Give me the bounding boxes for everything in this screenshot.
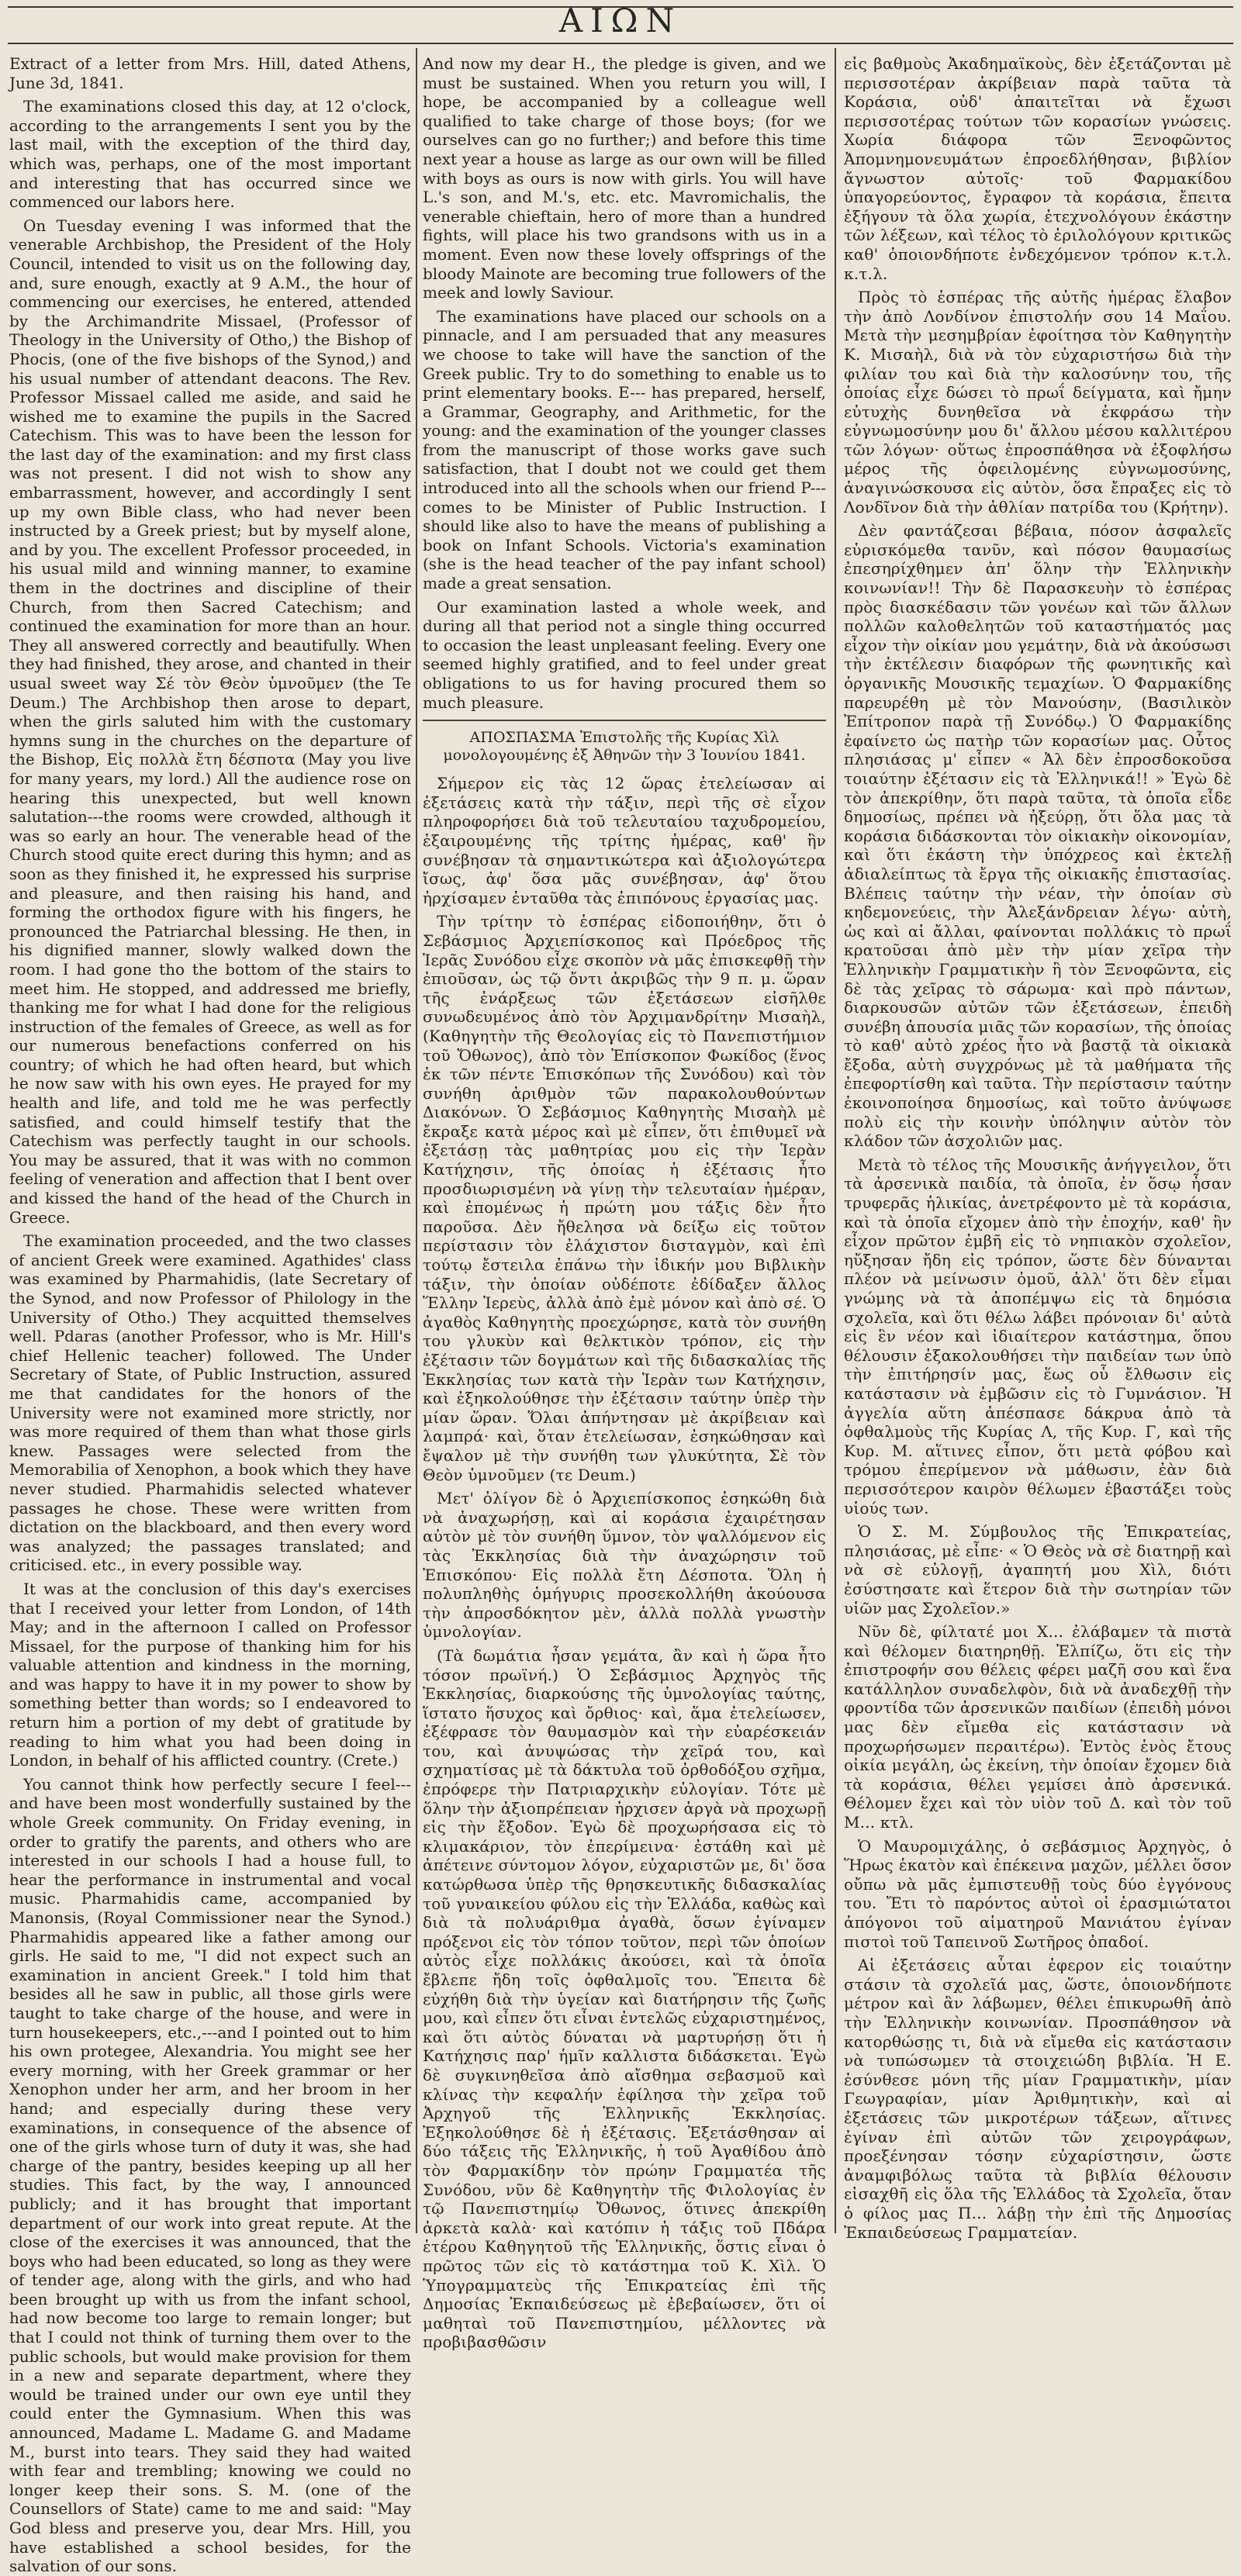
greek-col3-paragraph-5: Ὁ Σ. Μ. Σύμβουλος τῆς Ἐπικρατείας, πλησιάσας, μὲ εἶπε· « Ὁ Θεὸς νὰ σὲ διατηρῇ καὶ νὰ σὲ εὐλογῇ, ἀγαπητή μου Χὶλ, διότι ἐσύστησατε καὶ ἕτερον διὰ τὴν σωτηρίαν τῶν υἱῶν μας Σχολεῖον.» — [844, 1522, 1232, 1618]
greek-col3-paragraph-1: εἰς βαθμοὺς Ἀκαδημαϊκοὺς, δὲν ἐξετάζονται μὲ περισσοτέραν ἀκρίβειαν παρὰ ταῦτα τὰ Κοράσια, οὐδ' ἀπαιτεῖται νὰ ἔχωσι περισσοτέρας τούτων τῶν κορασίων γνώσεις. Χωρία διάφορα τῶν Ξενοφῶντος Ἀπομνημονευμάτων ἐπροεδλήθησαν, βιβλίον ἄγνωστον αὐτοῖς· τοῦ Φαρμακίδου ὑπαγορεύοντος, ἔγραφον τὰ κοράσια, ἔπειτα ἐξήγουν τὰ ὅλα χωρία, ἐτεχνολόγουν ἑκάστην τῶν λέξεων, καὶ τέλος τὸ ἐριλολόγουν κριτικῶς καθ' ὁποιονδήποτε ἐνδεχόμενον τρόπον κ.τ.λ. κ.τ.λ. — [844, 54, 1232, 283]
english-paragraph-1: The examinations closed this day, at 12 o'clock, according to the arrangements I sent you by the last mail, with the exception of the third day, which was, perhaps, one of the most important and interesting that has occurred since we commenced our labors here. — [9, 97, 411, 212]
greek-col3-paragraph-6: Νῦν δὲ, φίλτατέ μοι Χ... ἐλάβαμεν τὰ πιστὰ καὶ θέλομεν διατηρηθῇ. Ἐλπίζω, ὅτι εἰς τὴν ἐπιστροφήν σου θέλεις φέρει μαζῆ σου καὶ ἕνα κατάλληλον συναδελφὸν, διὰ νὰ ἀναδεχθῇ τὴν φροντίδα τῶν ἀρσενικῶν παιδίων (ἐπειδὴ μόνοι μας δὲν εἴμεθα εἰς κατάστασιν νὰ προχωρήσωμεν περαιτέρω). Ἐντὸς ἑνὸς ἔτους οἰκία μεγάλη, ὡς ἐκείνη, τὴν ὁποίαν ἔχομεν διὰ τὰ κοράσια, θέλει γεμίσει ἀπὸ ἀρσενικά. Θέλομεν ἔχει καὶ τὸν υἱὸν τοῦ Δ. καὶ τὸν τοῦ Μ... κτλ. — [844, 1622, 1232, 1832]
english-paragraph-7: The examinations have placed our schools on a pinnacle, and I am persuaded that any measures we choose to take will have the sanction of the Greek public. Try to do something to enable us to print elementary books. E--- has prepared, herself, a Grammar, Geography, and Arithmetic, for the young: and the examination of the younger classes from the manuscript of those works gave such satisfaction, that I doubt not we could get them introduced into all the schools when our friend P---comes to be Minister of Public Instruction. I should like also to have the means of publishing a book on Infant Schools. Victoria's examination (she is the head teacher of the pay infant school) made a great sensation. — [423, 306, 826, 593]
column-middle — [423, 54, 826, 2352]
column-english — [9, 54, 411, 2576]
english-paragraph-8: Our examination lasted a whole week, and during all that period not a single thing occurred to occasion the least unpleasant feeling. Every one seemed highly gratified, and to feel under great obligations to us for having procured them so much pleasure. — [423, 597, 826, 712]
english-paragraph-6: And now my dear H., the pledge is given, and we must be sustained. When you return you will, I hope, be accompanied by a colleague well qualified to take charge of those boys; (for we ourselves can go no further;) and before this time next year a house as large as our own will be filled with boys as ours is now with girls. You will have L.'s son, and M.'s, etc. etc. Mavromichalis, the venerable chieftain, hero of more than a hundred fights, will place his two grandsons with us in a moment. Even now these lovely offsprings of the bloody Mainote are becoming true followers of the meek and lowly Saviour. — [423, 54, 826, 302]
column-divider-2 — [835, 48, 836, 2233]
greek-paragraph-4: (Τὰ δωμάτια ἦσαν γεμάτα, ἂν καὶ ἡ ὥρα ἦτο τόσον πρωϊνή.) Ὁ Σεβάσμιος Ἀρχηγὸς τῆς Ἐκκλησίας, διαρκούσης τῆς ὑμνολογίας ταύτης, ἵστατο ἥσυχος καὶ ὄρθιος· καὶ, ἅμα ἐτελείωσεν, ἐξέφρασε τὸν θαυμασμὸν καὶ τὴν εὐαρέσκειάν του, καὶ ἀνυψώσας τὴν χεῖρά του, καὶ σχηματίσας μὲ τὰ δάκτυλα τοῦ ὀρθοδόξου σχῆμα, ἐπρόφερε τὴν Πατριαρχικὴν εὐλογίαν. Τότε μὲ ὅλην τὴν ἀξιοπρέπειαν ἠρχισεν ἀργὰ νὰ προχωρῇ εἰς τὴν ἔξοδον. Ἐγὼ δὲ προχωρήσασα εἰς τὸ κλιμακάριον, τὸν ἐπερίμεινα· ἐστάθη καὶ μὲ ἀπέτεινε σύντομον λόγον, εὐχαριστῶν με, δι' ὅσα κατώρθωσα ὑπὲρ τῆς θρησκευτικῆς διδασκαλίας τοῦ γυναικείου φύλου εἰς τὴν Ἑλλάδα, καθὼς καὶ διὰ τὰ πολυάριθμα ἀγαθὰ, ὅσων ἐγίναμεν πρόξενοι εἰς τὸν τόπον τοῦτον, περὶ τῶν ὁποίων αὐτὸς εἶχε πολλάκις ἀκούσει, καὶ τὰ ὁποῖα ἔβλεπε ἤδη τοῖς ὀφθαλμοῖς του. Ἔπειτα δὲ εὐχήθη διὰ τὴν ὑγείαν καὶ διατήρησιν τῆς ζωῆς μου, καὶ εἶπεν ὅτι εἶναι ἐντελῶς εὐχαριστημένος, καὶ ὅτι αὐτὸς δύναται νὰ μαρτυρήσῃ ὅτι ἡ Κατήχησις παρ' ἡμῖν καλλιστα διδάσκεται. Ἐγὼ δὲ συγκινηθεῖσα ἀπὸ αἴσθημα σεβασμοῦ καὶ κλίνας τὴν κεφαλήν ἐφίλησα τὴν χεῖρα τοῦ Ἀρχηγοῦ τῆς Ἑλληνικῆς Ἐκκλησίας. Ἐξηκολούθησε δὲ ἡ ἐξέτασις. Ἐξετάσθησαν αἱ δύο τάξεις τῆς Ἑλληνικῆς, ἡ τοῦ Ἀγαθίδου ἀπὸ τὸν Φαρμακίδην τὸν πρώην Γραμματέα τῆς Συνόδου, νῦν δὲ Καθηγητὴν τῆς Φιλολογίας ἐν τῷ Πανεπιστημίῳ Ὄθωνος, ὅτινες ἀπεκρίθη ἀρκετὰ καλὰ· καὶ κατόπιν ἡ τάξις τοῦ Πδάρα ἑτέρου Καθηγητοῦ τῆς Ἑλληνικῆς, ὅστις εἶναι ὁ πρῶτος τῶν εἰς τὸ κατάστημα τοῦ Κ. Χὶλ. Ὁ Ὑπογραμματεὺς τῆς Ἐπικρατείας ἐπὶ τῆς Δημοσίας Ἐκπαιδεύσεως μὲ ἐβεβαίωσεν, ὅτι οἱ μαθηταὶ τοῦ Πανεπιστημίου, μέλλοντες νὰ προβιβασθῶσιν — [423, 1645, 826, 2352]
greek-paragraph-3: Μετ' ὀλίγον δὲ ὁ Ἀρχιεπίσκοπος ἐσηκώθη διὰ νὰ ἀναχωρήσῃ, καὶ αἱ κοράσια ἐχαιρέτησαν αὐτὸν μὲ τὸν συνήθη ὕμνον, τὸν ψαλλόμενον εἰς τὰς Ἐκκλησίας διὰ τὴν ἀναχώρησιν τοῦ Ἐπισκόπου· Εἰς πολλὰ ἔτη Δέσποτα. Ὅλη ἡ πολυπληθὴς ὁμήγυρις προσεκολλήθη ἀκούουσα τὴν ἀπροσδόκητον μὲν, ἀλλὰ πολλὰ γνωστὴν ὑμνολογίαν. — [423, 1489, 826, 1642]
english-article-heading: Extract of a letter from Mrs. Hill, dated Athens, June 3d, 1841. — [9, 54, 411, 92]
greek-col3-paragraph-8: Αἱ ἐξετάσεις αὗται ἐφερον εἰς τοιαύτην στάσιν τὰ σχολεῖά μας, ὥστε, ὁποιονδήποτε μέτρον καὶ ἂν λάβωμεν, θέλει ἐπικυρωθῆ ἀπὸ τὴν Ἑλληνικὴν κοινωνίαν. Προσπάθησον νὰ κατορθώσῃς τι, διὰ νὰ εἴμεθα εἰς κατάστασιν νὰ τυπώσωμεν τὰ στοιχειώδη βιβλία. Ἡ Ε. ἐσύνθεσε μόνη τῆς μίαν Γραμματικὴν, μίαν Γεωγραφίαν, μίαν Ἀριθμητικὴν, καὶ αἱ ἐξετάσεις τῶν μικροτέρων τάξεων, αἵτινες ἐγίναν ἐπὶ αὐτῶν τῶν χειρογράφων, προεξένησαν τόσην εὐχαρίστησιν, ὥστε ἀναμφιβόλως ταῦτα τὰ βιβλία θέλουσιν εἰσαχθῆ εἰς ὅλα τῆς Ἑλλάδος τὰ Σχολεῖα, ὅταν ὁ φίλος μας Π... λάβῃ τὴν ἐπὶ τῆς Δημοσίας Ἐκπαιδεύσεως Γραμματείαν. — [844, 1956, 1232, 2242]
english-paragraph-4: It was at the conclusion of this day's exercises that I received your letter from London, of 14th May; and in the afternoon I called on Professor Missael, for the purpose of thanking him for his valuable attention and kindness in the morning, and was happy to have it in my power to show by something better than words; so I endeavored to return him a portion of my debt of gratitude by reading to him what you had been doing in London, in behalf of his afflicted country. (Crete.) — [9, 1579, 411, 1770]
masthead — [0, 0, 1241, 47]
greek-col3-paragraph-3: Δὲν φαντάζεσαι βέβαια, πόσον ἀσφαλεῖς εὑρισκόμεθα τανῦν, καὶ πόσον θαυμασίως ἐπεσηρίχθημεν ἀπ' ὅλην τὴν Ἑλληνικὴν κοινωνίαν!! Τὴν δὲ Παρασκευὴν τὸ ἑσπέρας πρὸς διασκέδασιν τῶν γονέων καὶ τῶν ἄλλων πολλῶν καλοθελητῶν τοῦ καταστήματός μας εἶχον τὴν οἰκίαν μου γεμάτην, διὰ νὰ ἀκούσωσι τὴν ἐκτέλεσιν διαφόρων τῆς φωνητικῆς καὶ ὀργανικῆς Μουσικῆς τεμαχίων. Ὁ Φαρμακίδης παρευρέθη μὲ τὸν Μανούσην, (Βασιλικὸν Ἐπίτροπον παρὰ τῇ Συνόδῳ.) Ὁ Φαρμακίδης ἐφαίνετο ὡς πατὴρ τῶν κορασίων μας. Οὗτος πλησιάσας μ' εἶπεν « Ἀλ δὲν ἐπροσδοκοῦσα τοιαύτην ἐξέτασιν εἰς τὰ Ἑλληνικά!! » Ἐγὼ δὲ τὸν ἀπεκρίθην, ὅτι παρὰ ταῦτα, τὰ ὁποῖα εἶδε δημοσίως, πρέπει νὰ ἠξεύρῃ, ὅτι ὅλα μας τὰ κοράσια διδάσκονται τὸν οἰκιακὴν οἰκονομίαν, καὶ ὅτι ἑκάστη τὴν ὑπόχρεος καὶ ἐκτελῇ ἀδιαλείπτως τὰ ἔργα τῆς οἰκιακῆς ἐπιστασίας. Βλέπεις ταύτην τὴν νέαν, τὴν ὁποίαν σὺ κηδεμονεύεις, τὴν Ἀλεξάνδρειαν λέγω· αὐτὴ, ὡς καὶ αἱ ἄλλαι, φαίνονται πολλάκις τὸ πρωΐ κρατοῦσαι ἀπὸ μὲν τὴν μίαν χεῖρα τὴν Ἑλληνικὴν Γραμματικὴν ἢ τὸν Ξενοφῶντα, εἰς δὲ τὰς χεῖρας τὸ σάρωμα· καὶ πρὸ πάντων, διαρκουσῶν αὐτῶν τῶν ἐξετάσεων, ἐπειδὴ συνέβη ἀπουσία μιᾶς τῶν κορασίων, τῆς ὁποίας τὸ καθ' αὐτὸ χρέος ἦτο νὰ βαστᾷ τὰ οἰκιακὰ ἔξοδα, αὐτὴ συγχρόνως μὲ τὰ μαθήματα τῆς ἐπεφορτίσθη καὶ ταῦτα. Τὴν περίστασιν ταύτην ἐκοινοποίησα δημοσίως, καὶ τοῦτο ἀνύψωσε πολὺ εἰς τὴν κοινὴν ὑπόληψιν αὐτὸν τὸν κλάδον τῶν ἀσχολιῶν μας. — [844, 521, 1232, 1151]
newspaper-title: ΑΙΩΝ — [558, 2, 683, 40]
greek-col3-paragraph-4: Μετὰ τὸ τέλος τῆς Μουσικῆς ἀνήγγειλον, ὅτι τὰ ἀρσενικὰ παιδία, τὰ ὁποῖα, ἐν ὅσῳ ἦσαν τρυφερᾶς ἡλικίας, ἀνετρέφοντο μὲ τὰ κοράσια, καὶ τὰ ὁποῖα εἴχομεν ἀπὸ τὴν ἐποχήν, καθ' ἣν εἶχον πρῶτον ἐμβῆ εἰς τὸ νηπιακὸν σχολεῖον, ηὔξησαν ἤδη εἰς τρόπον, ὥστε δὲν δύνανται πλέον νὰ μείνωσιν ὁμοῦ, ἀλλ' ὅτι δὲν εἶμαι γνώμης νὰ τὰ ἀποπέμψω εἰς τὰ δημόσια σχολεῖα, καὶ ὅτι θέλω λάβει πρόνοιαν δι' αὐτὰ εἰς ἓν νέον καὶ ἰδιαίτερον κατάστημα, ὅπου θέλουσιν ἐξακολουθήσει τὴν παιδείαν των ὑπὸ τὴν ἐπιτήρησίν μας, ἕως οὗ ἔλθωσιν εἰς κατάστασιν νὰ ἐμβῶσιν εἰς τὸ Γυμνάσιον. Ἡ ἀγγελία αὕτη ἀπέσπασε δάκρυα ἀπὸ τὰ ὀφθαλμοὺς τῆς Κυρίας Λ, τῆς Κυρ. Γ, καὶ τῆς Κυρ. Μ. αἵτινες εἶπον, ὅτι μετὰ φόβου καὶ τρόμου ἐπερίμενον νὰ μάθωσιν, ἐὰν διὰ περισσότερον καιρὸν θέλωμεν ἐβαστάξει τοὺς υἱούς των. — [844, 1155, 1232, 1518]
greek-paragraph-1: Σήμερον εἰς τὰς 12 ὥρας ἐτελείωσαν αἱ ἐξετάσεις κατὰ τὴν τάξιν, περὶ τῆς σὲ εἶχον πληροφορήσει διὰ τοῦ τελευταίου ταχυδρομείου, ἐξαιρουμένης τῆς τρίτης ἡμέρας, καθ' ἣν συνέβησαν τὰ σημαντικώτερα καὶ ἀξιολογώτερα ἴσως, ἀφ' ὅσα μᾶς συνέβησαν, ἀφ' ὅτου ἠρχίσαμεν ἐνταῦθα τὰς ἐπιπόνους ἐργασίας μας. — [423, 774, 826, 907]
greek-paragraph-2: Τὴν τρίτην τὸ ἑσπέρας εἰδοποιήθην, ὅτι ὁ Σεβάσμιος Ἀρχιεπίσκοπος καὶ Πρόεδρος τῆς Ἱερᾶς Συνόδου εἶχε σκοπὸν νὰ μᾶς ἐπισκεφθῇ τὴν ἐπιοῦσαν, ὡς τῷ ὄντι ἀκριβῶς τὴν 9 π. μ. ὥραν τῆς ἐνάρξεως τῶν ἐξετάσεων εἰσῆλθε συνωδευμένος ἀπὸ τὸν Ἀρχιμανδρίτην Μισαὴλ, (Καθηγητὴν τῆς Θεολογίας εἰς τὸ Πανεπιστήμιον τοῦ Ὄθωνος), ἀπὸ τὸν Ἐπίσκοπον Φωκίδος (ἕνος ἐκ τῶν πέντε Ἐπισκόπων τῆς Συνόδου) καὶ τὸν συνήθη ἀριθμὸν τῶν παρακολουθούντων Διακόνων. Ὁ Σεβάσμιος Καθηγητὴς Μισαὴλ μὲ ἔκραξε κατὰ μέρος καὶ μὲ εἶπεν, ὅτι ἐπιθυμεῖ νὰ ἐξετάσῃ τὰς μαθητρίας μου εἰς τὴν Ἱερὰν Κατήχησιν, τῆς ὁποίας ἡ ἐξέτασις ἦτο προσδιωρισμένη νὰ γίνῃ τὴν τελευταίαν ἡμέραν, καὶ ἐπομένως ἡ πρώτη μου τάξις δὲν ἦτο παροῦσα. Δὲν ἤθελησα νὰ δείξω εἰς τοῦτον περίστασιν τὸν ἐλάχιστον δισταγμὸν, καὶ ἐπὶ τούτῳ ἔστειλα ἐπάνω τὴν ἰδικήν μου Βιβλικὴν τάξιν, τὴν ὁποίαν οὐδέποτε ἐδίδαξεν ἄλλος Ἕλλην Ἱερεὺς, ἀλλὰ ἀπὸ ἐμὲ μόνον καὶ ἀπὸ σέ. Ὁ ἀγαθὸς Καθηγητὴς προεχώρησε, κατὰ τὸν συνήθη του γλυκὺν καὶ θελκτικὸν τρόπον, εἰς τὴν ἐξέτασιν τῶν δογμάτων καὶ τῆς διδασκαλίας τῆς Ἐκκλησίας των κατὰ τὴν Ἱερὰν των Κατήχησιν, καὶ ἐξηκολούθησε τὴν ἐξέτασιν ταύτην ὑπὲρ τὴν μίαν ὥραν. Ὅλαι ἀπήντησαν μὲ ἀκρίβειαν καὶ λαμπρά· καὶ, ὅταν ἐτελείωσαν, ἐσηκώθησαν καὶ ἔψαλον μὲ τὴν συνήθη των γλυκύτητα, Σὲ τὸν Θεὸν ὑμνοῦμεν (τε Deum.) — [423, 912, 826, 1484]
masthead-bottom-rule — [8, 43, 1233, 44]
english-paragraph-3: The examination proceeded, and the two classes of ancient Greek were examined. Agathides' class was examined by Pharmahidis, (late Secretary of the Synod, and now Professor of Philology in the University of Otho.) They acquitted themselves well. Pdaras (another Professor, who is Mr. Hill's chief Hellenic teacher) followed. The Under Secretary of State, of Public Instruction, assured me that candidates for the honors of the University were not examined more strictly, nor was more required of them than what those girls knew. Passages were selected from the Memorabilia of Xenophon, a book which they have never studied. Pharmahidis selected whatever passages he chose. These were written from dictation on the blackboard, and then every word was analyzed; the passages translated; and criticised. etc., in every possible way. — [9, 1231, 411, 1575]
greek-col3-paragraph-7: Ὁ Μαυρομιχάλης, ὁ σεβάσμιος Ἀρχηγὸς, ὁ Ἥρως ἑκατὸν καὶ ἐπέκεινα μαχῶν, μέλλει ὅσον οὔπω νὰ μᾶς ἐμπιστευθῇ τοὺς δύο ἐγγόνους του. Ἔτι τὸ παρόντος αὐτοὶ οἱ ἐρασμιώτατοι ἀπόγονοι τοῦ αἱματηροῦ Μανιάτου ἐγίναν πιστοὶ τοῦ Ταπεινοῦ Σωτῆρος ὀπαδοί. — [844, 1836, 1232, 1951]
english-paragraph-2: On Tuesday evening I was informed that the venerable Archbishop, the President of the Holy Council, intended to visit us on the following day, and, sure enough, exactly at 9 A.M., the hour of commencing our exercises, he entered, attended by the Archimandrite Missael, (Professor of Theology in the University of Otho,) the Bishop of Phocis, (one of the five bishops of the Synod,) and his usual number of attendant deacons. The Rev. Professor Missael called me aside, and said he wished me to examine the pupils in the Sacred Catechism. This was to have been the lesson for the last day of the examination: and my first class was not present. I did not wish to show any embarrassment, however, and accordingly I sent up my own Bible class, who had never been instructed by a Greek priest; but by myself alone, and by you. The excellent Professor proceeded, in his usual mild and winning manner, to examine them in the doctrines and discipline of their Church, from then Sacred Catechism; and continued the examination for more than an hour. They all answered correctly and beautifully. When they had finished, they arose, and chanted in their usual sweet way Σέ τὸν Θεὸν ὑμνοῦμεν (the Te Deum.) The Archbishop then arose to depart, when the girls saluted him with the customary hymns sung in the churches on the departure of the Bishop, Εἰς πολλὰ ἔτη δέσποτα (May you live for many years, my lord.) All the audience rose on hearing this unexpected, but well known salutation---the rooms were crowded, although it was so early an hour. The venerable head of the Church stood quite erect during this hymn; and as soon as they finished it, he expressed his surprise and pleasure, and then raising his hand, and forming the orthodox figure with his fingers, he pronounced the Patriarchal blessing. He then, in his dignified manner, slowly walked down the room. I had gone tho the bottom of the stairs to meet him. He stopped, and addressed me briefly, thanking me for what I had done for the religious instruction of the females of Greece, as well as for our numerous benefactions conferred on his country; of which he had often heard, but which he now saw with his own eyes. He prayed for my health and life, and told me he was perfectly satisfied, and could himself testify that the Catechism was perfectly taught in our schools. You may be assured, that it was with no common feeling of veneration and affection that I bent over and kissed the hand of the head of the Church in Greece. — [9, 216, 411, 1227]
greek-article-heading: ΑΠΟΣΠΑΣΜΑ Ἐπιστολῆς τῆς Κυρίας Χὶλ μονολογουμένης ἐξ Ἀθηνῶν τὴν 3 Ἰουνίου 1841. — [443, 729, 806, 765]
column-divider-1 — [416, 48, 417, 2233]
greek-col3-paragraph-2: Πρὸς τὸ ἑσπέρας τῆς αὐτῆς ἡμέρας ἔλαβον τὴν ἀπὸ Λονδίνον ἐπιστολήν σου 14 Μαΐου. Μετὰ τὴν μεσημβρίαν ἐφοίτησα τὸν Καθηγητὴν Κ. Μισαὴλ, διὰ νὰ τὸν εὐχαριστήσω διὰ τὴν φιλίαν του καὶ διὰ τὴν καλοσύνην του, τῆς ὁποίας εἶχε δώσει τὸ πρωΐ δείγματα, καὶ ἤμην εὐτυχὴς δυνηθεῖσα νὰ ἐκφράσω τὴν εὐγνωμοσύνην μου δι' ἄλλου μέσου καλλιτέρου τῶν λόγων· οὕτως ἐπροσπάθησα νὰ ἐξοφλήσω μέρος τῆς ὀφειλομένης εὐγνωμοσύνης, ἀναγινώσκουσα εἰς αὐτὸν, ὅσα ἔπραξες εἰς τὸ Λονδῖνον διὰ τὴν ἀθλίαν πατρίδα του (Κρήτην). — [844, 288, 1232, 516]
english-paragraph-5: You cannot think how perfectly secure I feel---and have been most wonderfully sustained by the whole Greek community. On Friday evening, in order to gratify the parents, and others who are interested in our schools I had a house full, to hear the performance in instrumental and vocal music. Pharmahidis came, accompanied by Manonsis, (Royal Commissioner near the Synod.) Pharmahidis appeared like a father among our girls. He said to me, "I did not expect such an examination in ancient Greek." I told him that besides all he saw in public, all those girls were taught to take charge of the house, and were in turn housekeepers, etc.,---and I pointed out to him his own protegee, Alexandria. You might see her every morning, with her Greek grammar or her Xenophon under her arm, and her broom in her hand; and especially during these very examinations, in consequence of the absence of one of the girls whose turn of duty it was, she had charge of the pantry, besides keeping up all her studies. This fact, by the way, I announced publicly; and it has brought that important department of our work into great repute. At the close of the exercises it was announced, that the boys who had been educated, so long as they were of tender age, along with the girls, and who had been brought up with us from the infant school, had now become too large to remain longer; but that I could not think of turning them over to the public schools, but would make provision for them in a new and separate department, where they would be trained under our own eye until they could enter the Gymnasium. When this was announced, Madame L. Madame G. and Madame M., burst into tears. They said they had waited with fear and trembling; knowing we could no longer keep their sons. S. M. (one of the Counsellors of State) came to me and said: "May God bless and preserve you, dear Mrs. Hill, you have established a school besides, for the salvation of our sons. — [9, 1774, 411, 2576]
section-rule — [423, 720, 826, 721]
column-greek — [844, 54, 1232, 2242]
